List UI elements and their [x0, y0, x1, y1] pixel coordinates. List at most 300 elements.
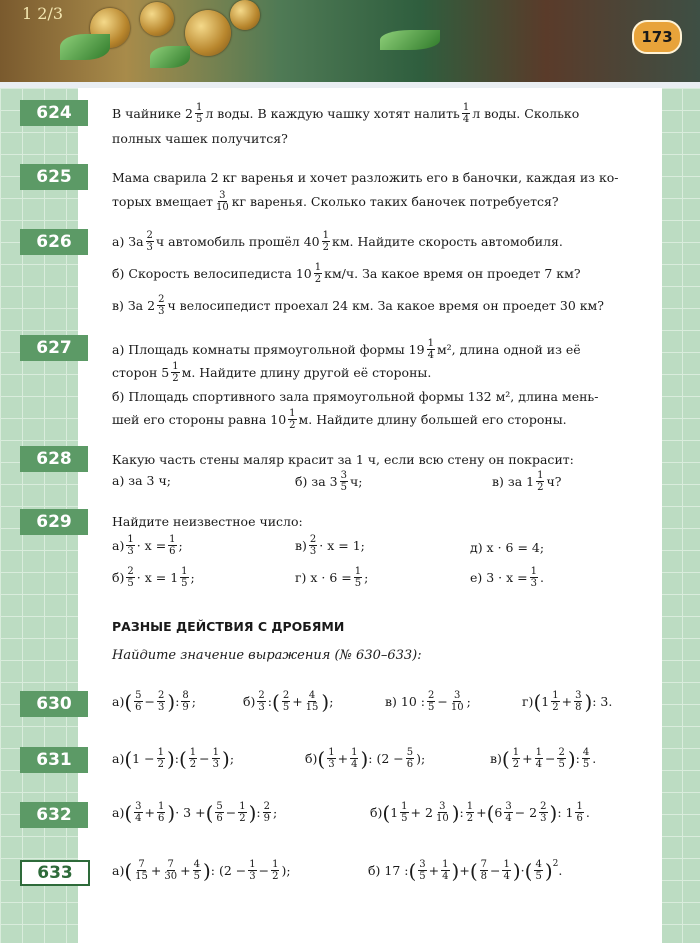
text: +: [561, 694, 573, 709]
num: 7: [167, 859, 174, 870]
den: 4: [427, 350, 434, 361]
text: 1: [541, 694, 550, 709]
paren: ): [167, 689, 176, 714]
fraction: [157, 801, 165, 824]
text: ;: [329, 694, 334, 709]
problem-629-question: Найдите неизвестное число:: [112, 514, 303, 529]
problem-631-v: [490, 747, 596, 770]
text: : (2 −: [210, 863, 247, 878]
problem-626-b: [112, 262, 581, 285]
num: 1: [169, 534, 176, 545]
text: · 3 +: [175, 805, 206, 820]
leaf-decoration: [150, 46, 190, 68]
num: 1: [196, 102, 203, 113]
fraction: [406, 747, 414, 770]
num: 1: [181, 566, 188, 577]
fraction: [575, 801, 583, 824]
text: в) за 1: [492, 474, 535, 489]
page-number: 173: [632, 20, 682, 54]
exponent: 2: [552, 859, 559, 869]
fraction: [322, 230, 330, 253]
text: в): [295, 538, 307, 553]
paren: ): [248, 800, 257, 825]
fraction: [582, 747, 590, 770]
text: +: [292, 694, 303, 709]
num: 1: [212, 747, 220, 758]
paren: (: [205, 800, 214, 825]
problem-632-a: [112, 801, 277, 824]
den: 2: [157, 759, 164, 770]
text: ч велосипедист проехал 24 км. За какое время он проедет 30 км?: [167, 298, 604, 313]
text: 6: [494, 805, 503, 820]
text: : 1: [557, 805, 574, 820]
den: 8: [575, 702, 582, 713]
den: 5: [193, 871, 200, 882]
fraction: [400, 801, 408, 824]
text: ;: [191, 694, 197, 709]
num: 2: [158, 690, 165, 701]
den: 5: [340, 482, 347, 493]
num: 7: [138, 859, 145, 870]
fraction: [146, 230, 154, 253]
fraction: [215, 190, 230, 213]
fraction: [435, 801, 450, 824]
fraction: [134, 801, 142, 824]
num: 1: [535, 747, 542, 758]
den: 4: [462, 114, 470, 125]
fraction: [450, 690, 465, 713]
den: 15: [305, 702, 319, 713]
fraction: [282, 690, 290, 713]
num: 4: [535, 859, 542, 870]
den: 9: [182, 702, 189, 713]
num: 2: [158, 294, 165, 305]
fraction: [238, 801, 246, 824]
fraction: [126, 534, 134, 557]
fraction: [157, 747, 165, 770]
fraction: [427, 690, 435, 713]
fraction: [534, 859, 542, 882]
den: 5: [354, 578, 362, 589]
paren: (: [533, 689, 542, 714]
fraction: [557, 747, 565, 770]
den: 10: [450, 702, 464, 713]
num: 1: [427, 338, 434, 349]
fraction: [480, 859, 488, 882]
fraction: [171, 361, 179, 384]
fraction: [466, 801, 474, 824]
problem-625-line1: Мама сварила 2 кг варенья и хочет разложить его в баночки, каждая из ко-: [112, 170, 619, 185]
text: а): [112, 751, 125, 766]
den: 30: [164, 871, 178, 882]
fraction: [181, 690, 189, 713]
fraction: [502, 859, 510, 882]
text: ;: [466, 694, 471, 709]
text: −: [199, 751, 210, 766]
den: 5: [127, 578, 134, 589]
num: 2: [558, 747, 565, 758]
paren: ): [360, 746, 369, 771]
text: 1: [390, 805, 399, 820]
den: 5: [582, 759, 590, 770]
problem-624-line1: [112, 102, 579, 125]
text: б) 17 :: [368, 863, 409, 878]
problem-number-628: 628: [20, 446, 92, 472]
problem-number-633: 633: [20, 860, 90, 886]
problem-630-b: [243, 690, 333, 713]
den: 5: [401, 813, 408, 824]
num: 1: [314, 262, 322, 273]
text: ч?: [546, 474, 562, 489]
problem-number-630: 630: [20, 691, 92, 717]
text: : 3.: [592, 694, 613, 709]
paren: (: [501, 746, 510, 771]
text: ;: [229, 751, 235, 766]
num: 5: [135, 690, 142, 701]
text: +: [522, 751, 533, 766]
text: −: [544, 751, 556, 766]
text: .: [585, 805, 590, 820]
den: 6: [158, 813, 165, 824]
text: м. Найдите длину большей его стороны.: [298, 412, 567, 427]
problem-631-a: [112, 747, 234, 770]
fraction: [263, 801, 271, 824]
num: 2: [127, 566, 134, 577]
paren: ): [451, 858, 460, 883]
fraction: [126, 566, 134, 589]
den: 2: [466, 813, 474, 824]
text: +: [476, 805, 487, 820]
text: +: [337, 751, 349, 766]
text: +: [459, 863, 470, 878]
den: 2: [322, 242, 329, 253]
fraction: [309, 534, 317, 557]
text: − 2: [514, 805, 538, 820]
text: .: [558, 863, 563, 878]
den: 15: [135, 871, 148, 882]
text: ч автомобиль прошёл 40: [155, 234, 320, 249]
text: б): [370, 805, 383, 820]
num: 4: [193, 859, 200, 870]
problem-629-v: [295, 534, 365, 557]
num: 4: [582, 747, 590, 758]
paren: (: [124, 689, 133, 714]
paren: ): [166, 746, 175, 771]
num: 3: [219, 190, 226, 201]
text: ;: [190, 570, 195, 585]
text: б): [305, 751, 318, 766]
text: л воды. В каждую чашку хотят налить: [205, 106, 460, 121]
paren: ): [321, 689, 330, 714]
fraction: [427, 338, 435, 361]
den: 2: [189, 759, 197, 770]
problem-628-c: [492, 470, 561, 493]
num: 3: [419, 859, 426, 870]
text: а): [112, 805, 125, 820]
paren: (: [317, 746, 326, 771]
text: шей его стороны равна 10: [112, 412, 287, 427]
den: 4: [351, 759, 358, 770]
text: :: [174, 751, 179, 766]
fraction: [305, 690, 320, 713]
num: 5: [216, 801, 223, 812]
fraction: [271, 859, 279, 882]
den: 3: [158, 702, 165, 713]
coin-decoration: [230, 0, 260, 30]
problem-625-line2: [112, 190, 559, 213]
text: м², длина одной из её: [436, 342, 581, 357]
den: 5: [427, 702, 435, 713]
num: 2: [263, 801, 271, 812]
problem-629-e: [470, 566, 544, 589]
text: в) 10 :: [385, 694, 425, 709]
num: 1: [351, 747, 358, 758]
text: а): [112, 538, 125, 553]
num: 1: [442, 859, 449, 870]
den: 5: [196, 114, 203, 125]
problem-630-v: [385, 690, 471, 713]
text: :: [256, 805, 261, 820]
problem-629-a: [112, 534, 183, 557]
text: + 2: [410, 805, 433, 820]
fraction: [157, 690, 165, 713]
fraction: [418, 859, 426, 882]
fraction: [539, 801, 547, 824]
den: 3: [249, 871, 256, 882]
problem-629-b: [112, 566, 195, 589]
problem-627-a2: [112, 361, 431, 384]
text: кг варенья. Сколько таких баночек потребуется?: [231, 194, 559, 209]
paren: (: [272, 689, 280, 714]
num: 2: [427, 690, 435, 701]
num: 1: [537, 470, 544, 481]
text: );: [281, 863, 291, 878]
fraction: [189, 747, 197, 770]
fraction: [193, 859, 201, 882]
text: ;: [178, 538, 183, 553]
text: м. Найдите длину другой её стороны.: [181, 365, 432, 380]
paren: ): [584, 689, 593, 714]
fraction: [157, 294, 165, 317]
text: :: [175, 694, 180, 709]
den: 3: [328, 759, 335, 770]
text: г) x · 6 =: [295, 570, 352, 585]
fraction: [288, 408, 296, 431]
text: км/ч. За какое время он проедет 7 км?: [324, 266, 581, 281]
fraction: [530, 566, 538, 589]
den: 6: [169, 546, 176, 557]
den: 3: [212, 759, 220, 770]
num: 8: [182, 690, 189, 701]
den: 3: [258, 702, 265, 713]
coin-decoration: [140, 2, 174, 36]
den: 2: [552, 702, 559, 713]
num: 1: [157, 747, 164, 758]
num: 1: [576, 801, 583, 812]
fraction: [354, 566, 362, 589]
fraction: [462, 102, 470, 125]
text: −: [437, 694, 448, 709]
den: 6: [216, 813, 223, 824]
text: ч;: [349, 474, 363, 489]
text: е) 3 · x =: [470, 570, 528, 585]
den: 3: [530, 578, 537, 589]
paren: (: [178, 746, 187, 771]
den: 3: [309, 546, 317, 557]
paren: (: [408, 858, 417, 883]
text: :: [267, 694, 272, 709]
fraction: [195, 102, 203, 125]
num: 1: [503, 859, 510, 870]
fraction: [314, 262, 322, 285]
paren: ): [549, 800, 558, 825]
paren: ): [167, 800, 176, 825]
den: 4: [442, 871, 449, 882]
num: 1: [530, 566, 537, 577]
fraction: [504, 801, 512, 824]
text: · x =: [136, 538, 167, 553]
text: .: [540, 570, 544, 585]
text: ;: [364, 570, 369, 585]
problem-633-b: [368, 859, 562, 882]
leaf-decoration: [380, 30, 440, 50]
paren: (: [124, 800, 133, 825]
den: 5: [419, 871, 426, 882]
paren: ): [567, 746, 576, 771]
section-subtitle: Найдите значение выражения (№ 630–633):: [112, 648, 422, 663]
paren: ): [451, 800, 460, 825]
text: а): [112, 863, 125, 878]
text: : (2 −: [368, 751, 404, 766]
fraction: [163, 859, 178, 882]
text: · x = 1: [136, 570, 179, 585]
den: 2: [272, 871, 279, 882]
text: :: [459, 805, 464, 820]
den: 10: [215, 202, 229, 213]
den: 5: [535, 871, 542, 882]
fraction: [180, 566, 188, 589]
fraction: [512, 747, 520, 770]
text: );: [416, 751, 426, 766]
den: 4: [135, 813, 142, 824]
problem-number-631: 631: [20, 747, 92, 773]
problem-number-629: 629: [20, 509, 92, 535]
problem-630-g: [522, 690, 612, 713]
paren: (: [469, 858, 478, 883]
paren: ): [222, 746, 230, 771]
num: 1: [462, 102, 470, 113]
den: 5: [181, 578, 188, 589]
text: торых вмещает: [112, 194, 213, 209]
problem-628-question: Какую часть стены маляр красит за 1 ч, если всю стену он покрасит:: [112, 452, 574, 467]
num: 1: [189, 747, 197, 758]
problem-629-g: [295, 566, 368, 589]
num: 2: [146, 230, 153, 241]
problem-number-627: 627: [20, 335, 92, 361]
num: 1: [552, 690, 559, 701]
text: б): [112, 570, 125, 585]
fraction: [574, 690, 582, 713]
text: ·: [520, 863, 525, 878]
text: ;: [273, 805, 278, 820]
fraction: [340, 470, 348, 493]
paren: ): [202, 858, 211, 883]
den: 2: [512, 759, 520, 770]
text: г): [522, 694, 534, 709]
num: 3: [575, 690, 582, 701]
text: а) За: [112, 234, 144, 249]
problem-627-b2: [112, 408, 567, 431]
num: 3: [505, 801, 512, 812]
text: в): [490, 751, 502, 766]
text: а): [112, 694, 125, 709]
num: 1: [322, 230, 329, 241]
num: 5: [406, 747, 414, 758]
text: в) За 2: [112, 298, 156, 313]
num: 1: [354, 566, 362, 577]
text: б) Скорость велосипедиста 10: [112, 266, 312, 281]
den: 3: [540, 813, 547, 824]
num: 2: [258, 690, 265, 701]
den: 3: [146, 242, 153, 253]
den: 4: [535, 759, 542, 770]
num: 1: [239, 801, 246, 812]
fraction: [327, 747, 335, 770]
num: 3: [439, 801, 446, 812]
num: 1: [249, 859, 256, 870]
fraction: [168, 534, 176, 557]
paren: (: [124, 858, 133, 883]
problem-number-625: 625: [20, 164, 92, 190]
section-title: РАЗНЫЕ ДЕЙСТВИЯ С ДРОБЯМИ: [112, 619, 345, 634]
text: −: [225, 805, 237, 820]
problem-number-632: 632: [20, 802, 92, 828]
fraction: [350, 747, 358, 770]
fraction: [257, 690, 265, 713]
num: 1: [172, 361, 179, 372]
den: 6: [406, 759, 414, 770]
num: 1: [466, 801, 474, 812]
problem-633-a: [112, 859, 291, 882]
num: 1: [328, 747, 335, 758]
num: 3: [135, 801, 142, 812]
fraction: [134, 690, 142, 713]
fraction: [215, 801, 223, 824]
den: 2: [289, 420, 296, 431]
text: :: [575, 751, 580, 766]
fraction: [212, 747, 220, 770]
text: +: [144, 805, 156, 820]
num: 2: [540, 801, 547, 812]
den: 6: [135, 702, 142, 713]
num: 1: [272, 859, 279, 870]
paren: (: [382, 800, 391, 825]
text: В чайнике 2: [112, 106, 194, 121]
text: а) Площадь комнаты прямоугольной формы 19: [112, 342, 425, 357]
text: л воды. Сколько: [472, 106, 580, 121]
problem-624-line2: полных чашек получится?: [112, 131, 288, 146]
den: 6: [576, 813, 583, 824]
text: км. Найдите скорость автомобиля.: [332, 234, 563, 249]
den: 5: [558, 759, 565, 770]
text: −: [258, 863, 270, 878]
fraction: [536, 470, 544, 493]
problem-627-b1: б) Площадь спортивного зала прямоугольной формы 132 м², длина мень-: [112, 389, 599, 404]
problem-number-626: 626: [20, 229, 92, 255]
problem-number-624: 624: [20, 100, 92, 126]
den: 9: [263, 813, 271, 824]
text: · x = 1;: [319, 538, 365, 553]
